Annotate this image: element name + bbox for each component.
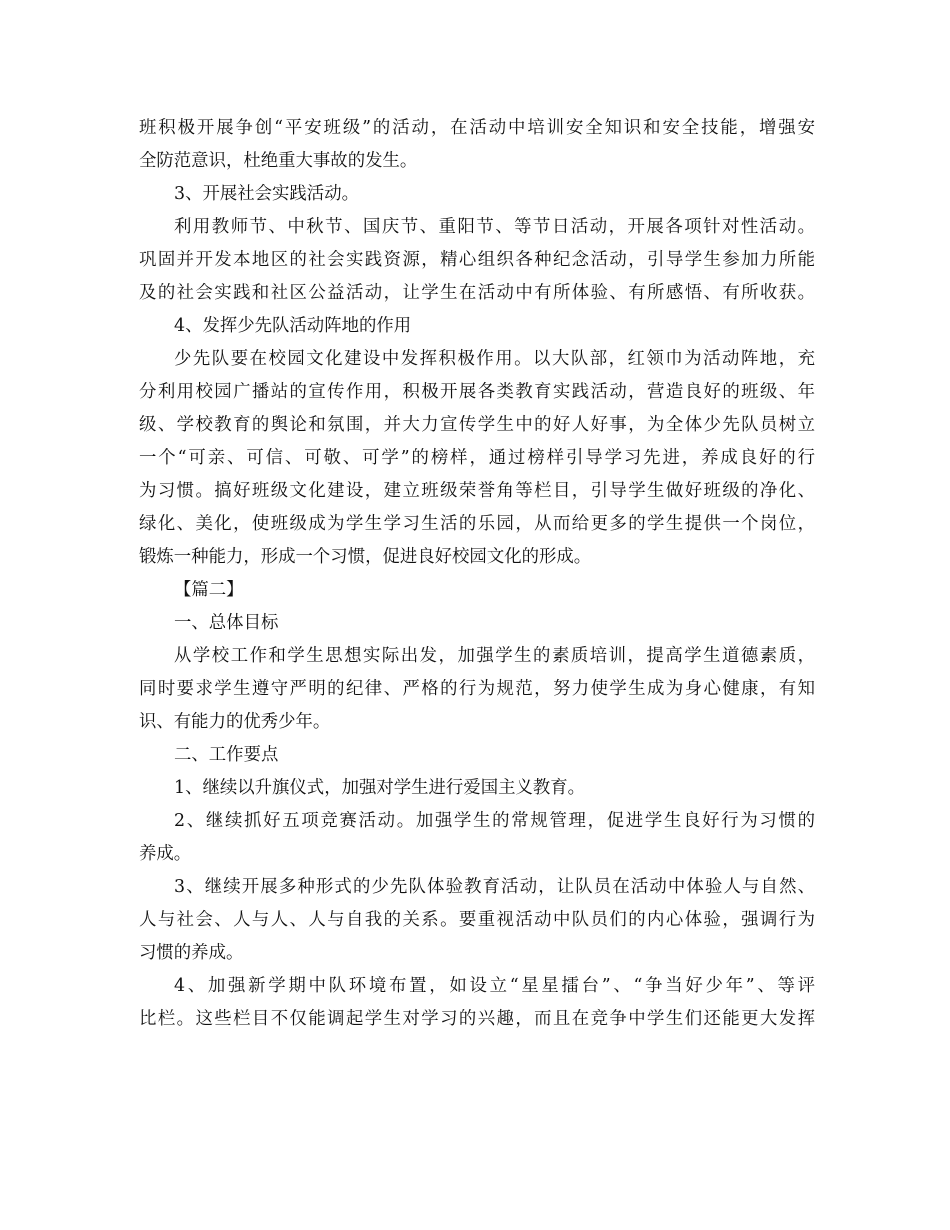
section-heading: 3、开展社会实践活动。 — [174, 184, 359, 204]
text-line: 从学校工作和学生思想实际出发，加强学生的素质培训，提高学生道德素质， — [174, 646, 815, 666]
text-line: 为习惯。搞好班级文化建设，建立班级荣誉角等栏目，引导学生做好班级的净化、 — [139, 481, 815, 501]
section-heading: 一、总体目标 — [174, 613, 279, 633]
text-line: 一个“可亲、可信、可敬、可学”的榜样，通过榜样引导学习先进，养成良好的行 — [139, 448, 815, 468]
text-line: 同时要求学生遵守严明的纪律、严格的行为规范，努力使学生成为身心健康，有知 — [139, 679, 815, 699]
text-line: 少先队要在校园文化建设中发挥积极作用。以大队部，红领巾为活动阵地，充 — [174, 349, 815, 369]
text-line: 利用教师节、中秋节、国庆节、重阳节、等节日活动，开展各项针对性活动。 — [174, 217, 815, 237]
text-line: 识、有能力的优秀少年。 — [139, 712, 331, 732]
text-line: 3、继续开展多种形式的少先队体验教育活动，让队员在活动中体验人与自然、 — [174, 877, 815, 897]
section-heading: 4、发挥少先队活动阵地的作用 — [174, 316, 412, 336]
section-heading: 二、工作要点 — [174, 745, 279, 765]
text-line: 1、继续以升旗仪式，加强对学生进行爱国主义教育。 — [174, 778, 586, 798]
text-line: 4、加强新学期中队环境布置，如设立“星星擂台”、“争当好少年”、等评 — [174, 976, 815, 996]
text-line: 锻炼一种能力，形成一个习惯，促进良好校园文化的形成。 — [139, 547, 592, 567]
document-body — [139, 112, 815, 1036]
text-line: 及的社会实践和社区公益活动，让学生在活动中有所体验、有所感悟、有所收获。 — [139, 283, 815, 303]
text-line: 巩固并开发本地区的社会实践资源，精心组织各种纪念活动，引导学生参加力所能 — [139, 250, 815, 270]
text-line: 养成。 — [139, 844, 192, 864]
text-line: 全防范意识，杜绝重大事故的发生。 — [139, 151, 418, 171]
text-line: 分利用校园广播站的宣传作用，积极开展各类教育实践活动，营造良好的班级、年 — [139, 382, 815, 402]
text-line: 习惯的养成。 — [139, 943, 244, 963]
text-line: 绿化、美化，使班级成为学生学习生活的乐园，从而给更多的学生提供一个岗位， — [139, 514, 815, 534]
text-line: 人与社会、人与人、人与自我的关系。要重视活动中队员们的内心体验，强调行为 — [139, 910, 815, 930]
text-line: 比栏。这些栏目不仅能调起学生对学习的兴趣，而且在竞争中学生们还能更大发挥 — [139, 1009, 815, 1029]
text-line: 班积极开展争创“平安班级”的活动，在活动中培训安全知识和安全技能，增强安 — [139, 118, 815, 138]
text-line: 2、继续抓好五项竞赛活动。加强学生的常规管理，促进学生良好行为习惯的 — [174, 811, 815, 831]
part-heading: 【篇二】 — [174, 580, 244, 600]
text-line: 级、学校教育的舆论和氛围，并大力宣传学生中的好人好事，为全体少先队员树立 — [139, 415, 815, 435]
